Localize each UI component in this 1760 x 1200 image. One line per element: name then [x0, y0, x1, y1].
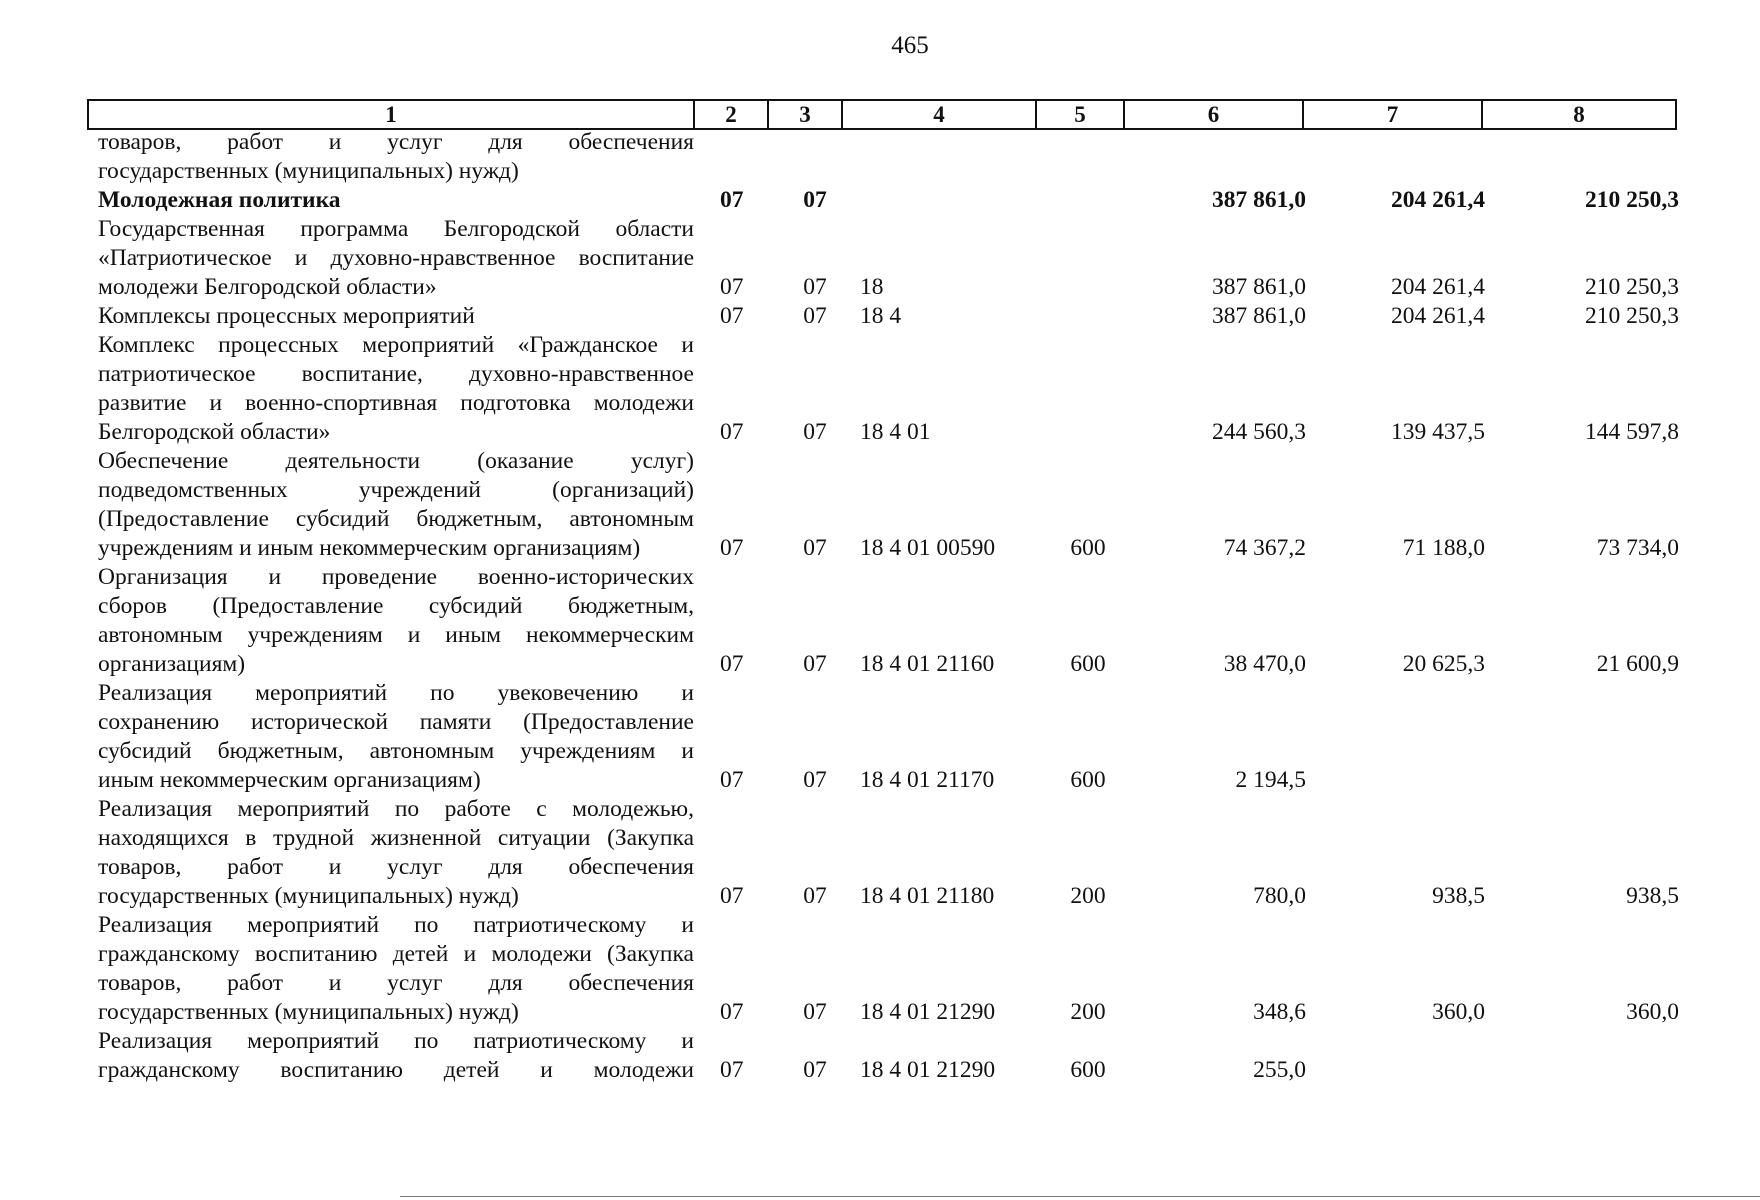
expense-type-code: 200	[1070, 883, 1106, 909]
amount-col-8: 210 250,3	[1585, 303, 1679, 329]
expense-type-code: 600	[1070, 1057, 1106, 1083]
expense-type-code	[1050, 273, 1126, 302]
section-code: 07	[720, 883, 744, 909]
description-line: патриотическое воспитание, духовно-нравственное	[98, 361, 694, 387]
amount-col-7	[1306, 766, 1485, 795]
row-description	[98, 215, 694, 302]
amount-col-7: 204 261,4	[1391, 187, 1485, 213]
expense-type-code: 600	[1070, 535, 1106, 561]
amount-col-6	[1126, 157, 1306, 186]
page-number: 465	[891, 32, 929, 59]
section-code: 07	[720, 303, 744, 329]
description-line: сборов (Предоставление субсидий бюджетным,	[98, 593, 694, 619]
description-line: сохранению исторической памяти (Предоставление	[98, 709, 694, 735]
description-line: Белгородской области»	[98, 419, 331, 445]
row-description	[98, 302, 694, 331]
description-line: подведомственных учреждений (организаций)	[98, 477, 694, 503]
expense-type-code	[1050, 186, 1126, 215]
section-code: 07	[720, 274, 744, 300]
row-description	[98, 447, 694, 563]
amount-col-7	[1306, 157, 1485, 186]
description-line: «Патриотическое и духовно-нравственное воспитание	[98, 245, 694, 271]
amount-col-7: 71 188,0	[1402, 535, 1485, 561]
description-line: Реализация мероприятий по работе с молодежью,	[98, 796, 694, 822]
table-row	[0, 447, 1760, 563]
target-article-code: 18 4 01 21160	[860, 651, 995, 677]
section-code: 07	[720, 999, 744, 1025]
subsection-code: 07	[803, 187, 827, 213]
column-header-7: 7	[1303, 100, 1482, 129]
expense-type-code	[1050, 302, 1126, 331]
amount-col-8	[1485, 157, 1679, 186]
description-line: развитие и военно-спортивная подготовка молодежи	[98, 390, 694, 416]
expense-type-code: 600	[1070, 767, 1106, 793]
description-line: Комплексы процессных мероприятий	[98, 303, 475, 329]
table-row	[0, 1027, 1760, 1085]
column-header-2: 2	[694, 100, 768, 129]
target-article-code	[850, 186, 1050, 215]
amount-col-7	[1306, 1056, 1485, 1085]
target-article-code	[850, 157, 1050, 186]
description-line: гражданскому воспитанию детей и молодежи	[98, 1057, 694, 1083]
amount-col-6: 255,0	[1253, 1057, 1306, 1083]
amount-col-8: 360,0	[1626, 999, 1679, 1025]
amount-col-8: 210 250,3	[1585, 274, 1679, 300]
expense-type-code: 200	[1070, 999, 1106, 1025]
target-article-code: 18 4 01 21170	[860, 767, 995, 793]
amount-col-8: 144 597,8	[1585, 419, 1679, 445]
subsection-code: 07	[803, 419, 827, 445]
target-article-code: 18 4	[860, 303, 902, 329]
expense-type-code	[1050, 418, 1126, 447]
row-description	[98, 331, 694, 447]
column-header-8: 8	[1482, 100, 1676, 129]
table-row	[0, 563, 1760, 679]
amount-col-8: 210 250,3	[1585, 187, 1679, 213]
amount-col-7: 360,0	[1432, 999, 1485, 1025]
description-line: молодежи Белгородской области»	[98, 274, 437, 300]
subsection-code: 07	[803, 1057, 827, 1083]
subsection-code: 07	[803, 274, 827, 300]
section-code: 07	[720, 651, 744, 677]
table-row	[0, 911, 1760, 1027]
column-header-3: 3	[768, 100, 842, 129]
amount-col-6: 780,0	[1253, 883, 1306, 909]
amount-col-8: 938,5	[1626, 883, 1679, 909]
section-code: 07	[720, 1057, 744, 1083]
target-article-code: 18 4 01 21290	[860, 999, 996, 1025]
section-code: 07	[720, 767, 744, 793]
description-line: Молодежная политика	[98, 187, 341, 213]
description-line: автономным учреждениям и иным некоммерческим	[98, 622, 694, 648]
description-line: государственных (муниципальных) нужд)	[98, 999, 519, 1025]
description-line: Реализация мероприятий по увековечению и	[98, 680, 694, 706]
amount-col-6: 387 861,0	[1212, 187, 1306, 213]
row-description	[98, 1027, 694, 1085]
amount-col-7: 204 261,4	[1391, 303, 1485, 329]
row-description	[98, 186, 694, 215]
subsection-code: 07	[803, 883, 827, 909]
amount-col-7: 204 261,4	[1391, 274, 1485, 300]
bottom-rule	[400, 1196, 1760, 1197]
budget-table-body	[0, 128, 1760, 1085]
amount-col-7: 20 625,3	[1402, 651, 1485, 677]
column-header-1: 1	[88, 100, 694, 129]
expense-type-code: 600	[1070, 651, 1106, 677]
row-description	[98, 563, 694, 679]
table-row	[0, 302, 1760, 331]
amount-col-7: 938,5	[1432, 883, 1485, 909]
description-line: товаров, работ и услуг для обеспечения	[98, 854, 694, 880]
description-line: иным некоммерческим организациям)	[98, 767, 481, 793]
description-line: Реализация мероприятий по патриотическому и	[98, 1028, 694, 1054]
subsection-code: 07	[803, 651, 827, 677]
description-line: Реализация мероприятий по патриотическому и	[98, 912, 694, 938]
amount-col-6: 38 470,0	[1223, 651, 1306, 677]
subsection-code: 07	[803, 303, 827, 329]
table-row	[0, 128, 1760, 186]
description-line: субсидий бюджетным, автономным учреждениям и	[98, 738, 694, 764]
column-header-6: 6	[1124, 100, 1303, 129]
target-article-code: 18	[860, 274, 884, 300]
description-line: гражданскому воспитанию детей и молодежи (Закупка	[98, 941, 694, 967]
table-row	[0, 331, 1760, 447]
amount-col-6: 2 194,5	[1235, 767, 1306, 793]
amount-col-6: 387 861,0	[1212, 274, 1306, 300]
description-line: организациям)	[98, 651, 246, 677]
expense-type-code	[1050, 157, 1126, 186]
amount-col-8	[1485, 1056, 1679, 1085]
amount-col-6: 74 367,2	[1223, 535, 1306, 561]
target-article-code: 18 4 01	[860, 419, 931, 445]
subsection-code: 07	[803, 535, 827, 561]
table-row	[0, 679, 1760, 795]
description-line: Комплекс процессных мероприятий «Гражданское и	[98, 332, 694, 358]
amount-col-8: 21 600,9	[1596, 651, 1679, 677]
description-line: (Предоставление субсидий бюджетным, автономным	[98, 506, 694, 532]
section-code: 07	[720, 419, 744, 445]
table-row	[0, 795, 1760, 911]
target-article-code: 18 4 01 21180	[860, 883, 995, 909]
target-article-code: 18 4 01 21290	[860, 1057, 996, 1083]
subsection-code	[780, 157, 850, 186]
description-line: учреждениям и иным некоммерческим организациям)	[98, 535, 641, 561]
amount-col-6: 244 560,3	[1212, 419, 1306, 445]
description-line: находящихся в трудной жизненной ситуации (Закупка	[98, 825, 694, 851]
row-description	[98, 911, 694, 1027]
description-line: Организация и проведение военно-исторических	[98, 564, 694, 590]
column-header-5: 5	[1036, 100, 1124, 129]
subsection-code: 07	[803, 999, 827, 1025]
section-code: 07	[720, 187, 744, 213]
description-line: государственных (муниципальных) нужд)	[98, 158, 519, 184]
row-description	[98, 128, 694, 186]
subsection-code: 07	[803, 767, 827, 793]
description-line: товаров, работ и услуг для обеспечения	[98, 129, 694, 155]
amount-col-8	[1485, 766, 1679, 795]
row-description	[98, 795, 694, 911]
column-header-table	[87, 99, 1677, 130]
section-code	[720, 157, 780, 186]
description-line: Обеспечение деятельности (оказание услуг)	[98, 448, 694, 474]
description-line: Государственная программа Белгородской области	[98, 216, 694, 242]
amount-col-6: 387 861,0	[1212, 303, 1306, 329]
amount-col-7: 139 437,5	[1391, 419, 1485, 445]
amount-col-6: 348,6	[1253, 999, 1306, 1025]
column-header-4: 4	[842, 100, 1036, 129]
description-line: государственных (муниципальных) нужд)	[98, 883, 519, 909]
table-row	[0, 215, 1760, 302]
amount-col-8: 73 734,0	[1596, 535, 1679, 561]
section-code: 07	[720, 535, 744, 561]
target-article-code: 18 4 01 00590	[860, 535, 996, 561]
row-description	[98, 679, 694, 795]
description-line: товаров, работ и услуг для обеспечения	[98, 970, 694, 996]
table-row	[0, 186, 1760, 215]
